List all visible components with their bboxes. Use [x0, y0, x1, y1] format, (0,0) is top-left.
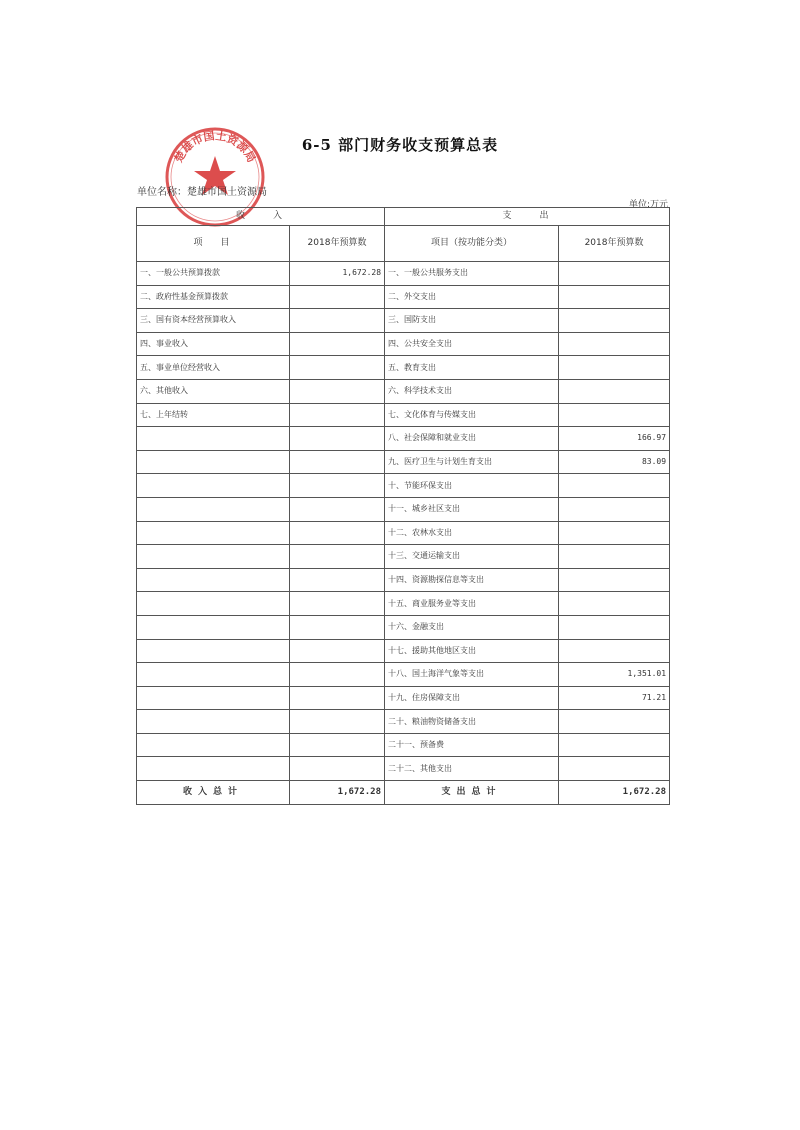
- section-header-row: [137, 208, 670, 226]
- expense-value-cell: [559, 332, 670, 356]
- expense-item-cell: 八、社会保障和就业支出: [385, 427, 559, 451]
- income-value-cell: [290, 379, 385, 403]
- expense-item-cell: 十三、交通运输支出: [385, 545, 559, 569]
- seal-text: 楚雄市国土资源局: [171, 129, 259, 165]
- table-row: [137, 285, 670, 309]
- expense-item-cell: 十七、援助其他地区支出: [385, 639, 559, 663]
- expense-value-cell: 83.09: [559, 450, 670, 474]
- income-value-cell: [290, 686, 385, 710]
- expense-item-cell: 三、国防支出: [385, 309, 559, 333]
- income-section-header: 收入: [137, 208, 385, 226]
- unit-label: 单位:万元: [628, 200, 668, 210]
- expense-value-cell: [559, 615, 670, 639]
- income-value-cell: [290, 615, 385, 639]
- income-item-cell: [137, 497, 290, 521]
- expense-item-cell: 十一、城乡社区支出: [385, 497, 559, 521]
- budget-table: [136, 207, 670, 805]
- income-item-cell: [137, 615, 290, 639]
- table-row: [137, 474, 670, 498]
- table-row: [137, 309, 670, 333]
- table-row: [137, 733, 670, 757]
- income-value-cell: [290, 521, 385, 545]
- expense-item-cell: 十六、金融支出: [385, 615, 559, 639]
- income-value-cell: [290, 663, 385, 687]
- expense-value-cell: 166.97: [559, 427, 670, 451]
- expense-value-cell: [559, 379, 670, 403]
- income-total-value: 1,672.28: [290, 781, 385, 805]
- income-value-cell: [290, 285, 385, 309]
- expense-value-cell: [559, 710, 670, 734]
- income-item-cell: [137, 568, 290, 592]
- expense-item-cell: 二、外交支出: [385, 285, 559, 309]
- income-value-cell: [290, 450, 385, 474]
- expense-item-cell: 十、节能环保支出: [385, 474, 559, 498]
- expense-item-cell: 一、一般公共服务支出: [385, 262, 559, 286]
- expense-section-header: 支出: [385, 208, 670, 226]
- income-value-cell: [290, 427, 385, 451]
- table-row: [137, 592, 670, 616]
- expense-value-cell: [559, 639, 670, 663]
- expense-value-cell: [559, 309, 670, 333]
- income-value-cell: [290, 497, 385, 521]
- expense-value-cell: [559, 733, 670, 757]
- table-row: [137, 757, 670, 781]
- table-row: [137, 379, 670, 403]
- income-item-cell: [137, 639, 290, 663]
- table-row: [137, 710, 670, 734]
- income-value-cell: [290, 592, 385, 616]
- income-value-cell: [290, 710, 385, 734]
- expense-value-cell: [559, 262, 670, 286]
- income-item-cell: [137, 521, 290, 545]
- page-title: 6-5 部门财务收支预算总表: [301, 136, 499, 154]
- expense-item-cell: 七、文化体育与传媒支出: [385, 403, 559, 427]
- income-value-cell: [290, 639, 385, 663]
- expense-item-cell: 二十、粮油物资储备支出: [385, 710, 559, 734]
- table-row: [137, 639, 670, 663]
- table-row: [137, 403, 670, 427]
- income-value-cell: [290, 332, 385, 356]
- income-item-cell: 六、其他收入: [137, 379, 290, 403]
- income-value-cell: [290, 403, 385, 427]
- income-item-header: 项目: [137, 226, 290, 262]
- expense-budget-header: 2018年预算数: [559, 226, 670, 262]
- income-item-cell: 二、政府性基金预算拨款: [137, 285, 290, 309]
- table-row: [137, 356, 670, 380]
- income-item-cell: 五、事业单位经营收入: [137, 356, 290, 380]
- income-value-cell: [290, 545, 385, 569]
- income-item-cell: 一、一般公共预算拨款: [137, 262, 290, 286]
- table-row: [137, 615, 670, 639]
- income-value-cell: [290, 757, 385, 781]
- income-item-cell: [137, 757, 290, 781]
- income-item-cell: [137, 427, 290, 451]
- table-row: [137, 427, 670, 451]
- expense-item-cell: 二十二、其他支出: [385, 757, 559, 781]
- total-row: [137, 781, 670, 805]
- expense-value-cell: 71.21: [559, 686, 670, 710]
- expense-value-cell: [559, 403, 670, 427]
- table-row: [137, 686, 670, 710]
- expense-item-cell: 四、公共安全支出: [385, 332, 559, 356]
- expense-item-cell: 九、医疗卫生与计划生育支出: [385, 450, 559, 474]
- expense-total-value: 1,672.28: [559, 781, 670, 805]
- table-row: [137, 497, 670, 521]
- income-item-cell: [137, 592, 290, 616]
- income-item-cell: 四、事业收入: [137, 332, 290, 356]
- expense-value-cell: [559, 474, 670, 498]
- income-item-cell: 三、国有资本经营预算收入: [137, 309, 290, 333]
- income-item-cell: [137, 733, 290, 757]
- income-item-cell: [137, 545, 290, 569]
- table-row: [137, 521, 670, 545]
- income-item-cell: [137, 450, 290, 474]
- table-row: [137, 545, 670, 569]
- column-header-row: [137, 226, 670, 262]
- expense-item-cell: 十八、国土海洋气象等支出: [385, 663, 559, 687]
- expense-value-cell: [559, 521, 670, 545]
- expense-item-cell: 五、教育支出: [385, 356, 559, 380]
- expense-item-header: 项目（按功能分类）: [385, 226, 559, 262]
- table-row: [137, 450, 670, 474]
- expense-item-cell: 十五、商业服务业等支出: [385, 592, 559, 616]
- income-value-cell: 1,672.28: [290, 262, 385, 286]
- expense-item-cell: 六、科学技术支出: [385, 379, 559, 403]
- expense-item-cell: 十四、资源勘探信息等支出: [385, 568, 559, 592]
- income-item-cell: [137, 474, 290, 498]
- unit-name: 单位名称：楚雄市国土资源局: [137, 187, 267, 198]
- expense-value-cell: [559, 568, 670, 592]
- expense-value-cell: [559, 757, 670, 781]
- income-value-cell: [290, 568, 385, 592]
- income-budget-header: 2018年预算数: [290, 226, 385, 262]
- expense-value-cell: [559, 592, 670, 616]
- table-row: [137, 568, 670, 592]
- income-item-cell: [137, 663, 290, 687]
- table-row: [137, 332, 670, 356]
- expense-value-cell: 1,351.01: [559, 663, 670, 687]
- income-value-cell: [290, 356, 385, 380]
- income-value-cell: [290, 733, 385, 757]
- income-value-cell: [290, 309, 385, 333]
- expense-item-cell: 二十一、预备费: [385, 733, 559, 757]
- expense-total-label: 支出总计: [385, 781, 559, 805]
- income-total-label: 收入总计: [137, 781, 290, 805]
- expense-value-cell: [559, 545, 670, 569]
- expense-item-cell: 十九、住房保障支出: [385, 686, 559, 710]
- table-row: [137, 262, 670, 286]
- income-item-cell: 七、上年结转: [137, 403, 290, 427]
- income-item-cell: [137, 710, 290, 734]
- expense-value-cell: [559, 285, 670, 309]
- income-item-cell: [137, 686, 290, 710]
- income-value-cell: [290, 474, 385, 498]
- expense-value-cell: [559, 356, 670, 380]
- expense-item-cell: 十二、农林水支出: [385, 521, 559, 545]
- table-row: [137, 663, 670, 687]
- expense-value-cell: [559, 497, 670, 521]
